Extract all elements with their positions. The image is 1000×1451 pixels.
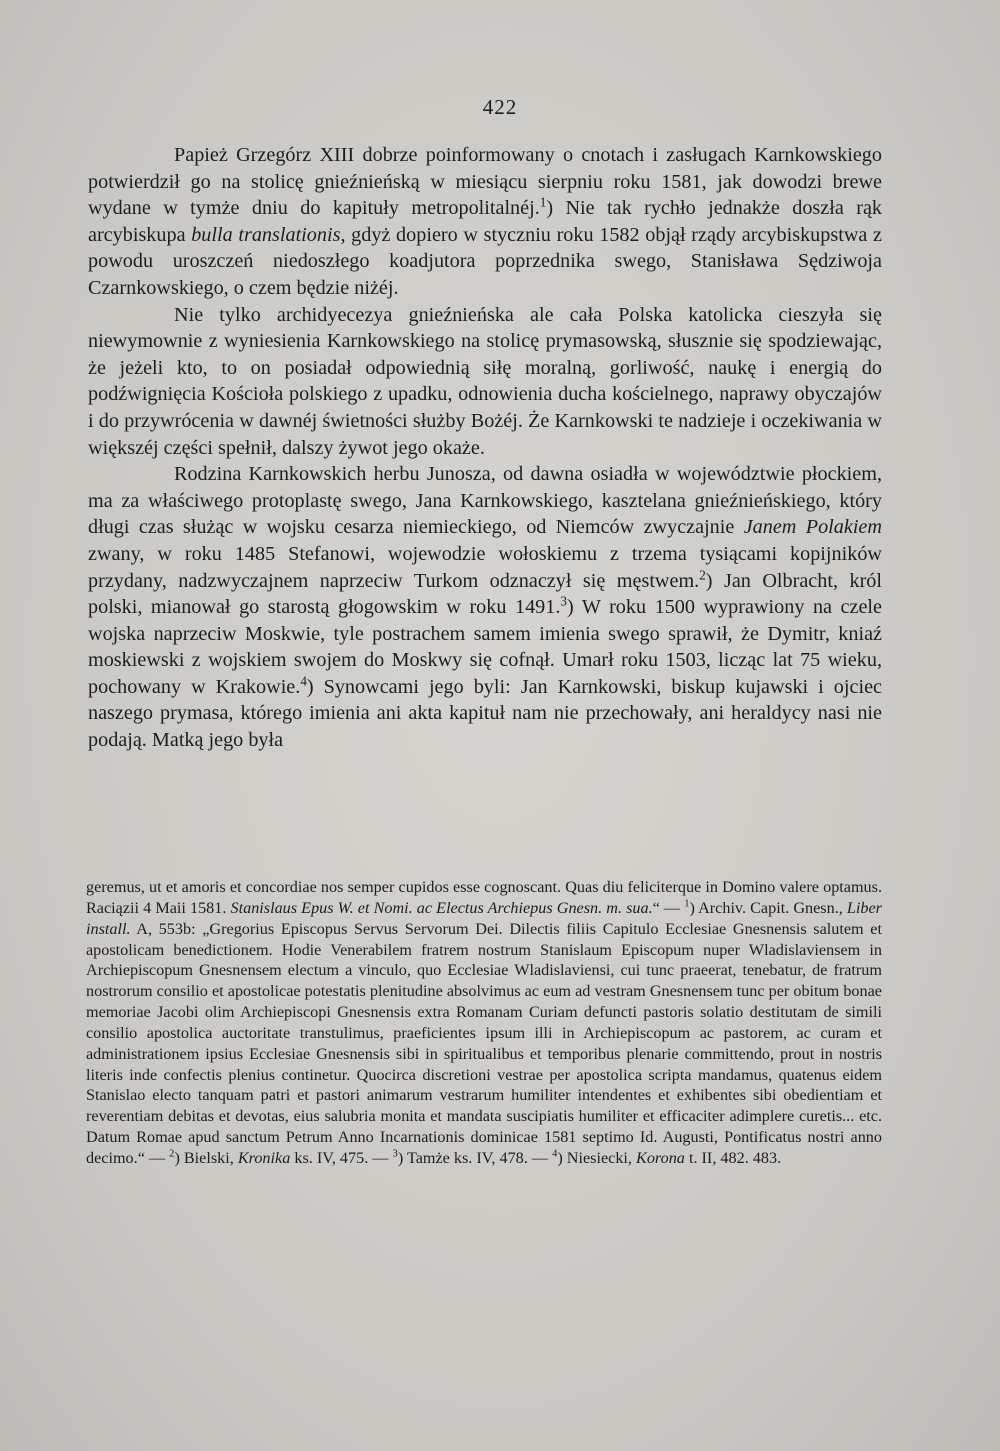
italic-term: bulla translationis — [191, 223, 341, 246]
main-text — [88, 142, 882, 754]
text-segment: ) Nie tak rychło jednakże doszła rąk arcybiskupa — [88, 197, 882, 246]
footnote-block — [86, 877, 882, 1169]
text-segment: Papież Grzegórz XIII dobrze poinformowany o cnotach i zasługach Karnkowskiego potwierdził go na stolicę gnieźnieńską w miesiącu sierpniu roku 1581, jak dowodzi brewe wydane w tymże dniu do kapituły metropolitalnéj. — [88, 144, 882, 220]
footnote-ref-3: 3 — [560, 593, 567, 609]
footnote-text: t. II, 482. 483. — [684, 1148, 782, 1167]
page-number: 422 — [482, 95, 518, 119]
footnote-marker-4: 4 — [552, 1148, 558, 1160]
italic-term: Janem Polakiem — [743, 516, 882, 539]
text-segment: ) Synowcami jego byli: Jan Karnkowski, biskup kujawski i ojciec naszego prymasa, którego imienia ani akta kapituł nam nie przechowały, ani heraldycy nasi nie podają. Matką jego była — [88, 675, 882, 752]
footnote-text: geremus, ut et amoris et concordiae nos semper cupidos esse cognoscant. Quas diu feliciterque in Domino valere optamus. Raciązii 4 Maii 1581. — [86, 878, 882, 917]
text-segment: Rodzina Karnkowskich herbu Junosza, od dawna osiadła w województwie płockiem, ma za właściwego protoplastę swego, Jana Karnkowskiego, kasztelana gnieźnieńskiego, który długi czas służąc w wojsku cesarza niemieckiego, od Niemców zwyczajnie — [88, 463, 882, 539]
footnote-ref-2: 2 — [699, 566, 706, 582]
text-segment: ) W roku 1500 wyprawiony na czele wojska naprzeciw Moskwie, tyle postrachem samem imienia swego sprawił, że Dymitr, kniaź moskiewski z wojskiem swojem do Moskwy się cofnął. Umarł roku 1503, licząc lat 75 wieku, pochowany w Krakowie. — [88, 596, 882, 698]
paragraph-1 — [88, 142, 882, 302]
footnote-ref-4: 4 — [300, 673, 307, 689]
footnote-ref-1: 1 — [539, 194, 547, 210]
footnote-text: ) Archiv. Capit. Gnesn., — [689, 898, 847, 917]
text-segment: , gdyż dopiero w styczniu roku 1582 objął rządy arcybiskupstwa z powodu uroszczeń niedoszłego koadjutora poprzednika swego, Stanisława Sędziwoja Czarnkowskiego, o czem będzie niżéj. — [88, 223, 882, 299]
footnote-text: ) Bielski, — [174, 1148, 238, 1167]
footnote-marker-1: 1 — [684, 898, 690, 910]
footnote-marker-3: 3 — [392, 1148, 398, 1160]
footnote-text: ) Niesiecki, — [557, 1148, 637, 1167]
footnote-italic: Korona — [636, 1148, 685, 1167]
footnote-italic: Liber install. — [86, 898, 882, 938]
footnote-text: A, 553b: „Gregorius Episcopus Servus Servorum Dei. Dilectis filiis Capitulo Ecclesiae Gnesnensis salutem et apostolicam benedictionem. Hodie Venerabilem fratrem nostrum Stanislaum Episcopum nuper Wladislaviensem in Archiepiscopum Gnesnensem electum a vinculo, quo Ecclesiae Wladislaviensi, cui tunc praeerat, tenebatur, de fratrum nostrorum consilio et apostolicae potestatis plenitudine absolvimus ac eum ad vestram Gnesnensem tunc per obitum bonae memoriae Jacobi olim Archiepiscopi Gnesnensis extra Romanam Curiam defuncti pastoris solatio destitutam de simili consilio apostolica auctoritate transtulimus, praeficientes ipsum illi in Archiepiscopum ac pastorem, ac curam et administrationem ipsius Ecclesiae Gnesnensis sibi in spiritualibus et temporibus plenarie committendo, prout in nostris literis inde confectis plenius continetur. Quocirca discretioni vestrae per apostolica scripta mandamus, quatenus eidem Stanislao electo tanquam patri et pastori animarum vestrarum humiliter intendentes et exhibentes sibi obedientiam et reverentiam debitas et devotas, eius salubria monita et mandata suscipiatis humiliter et efficaciter adimplere curetis... etc. Datum Romae apud sanctum Petrum Anno Incarnationis dominicae 1581 septimo Id. Augusti, Pontificatus nostri anno decimo.“ — — [86, 919, 882, 1167]
footnote-italic: Stanislaus Epus W. et Nomi. ac Electus Archiepus Gnesn. m. sua. — [230, 898, 653, 917]
footnote-text: ) Tamże ks. IV, 478. — — [397, 1148, 553, 1167]
footnote-marker-2: 2 — [169, 1148, 175, 1160]
paragraph-2: Nie tylko archidyecezya gnieźnieńska ale cała Polska katolicka cieszyła się niewymownie z wyniesienia Karnkowskiego na stolicę prymasowską, słusznie się spodziewając, że jeżeli kto, to on posiadał odpowiednią siłę moralną, gorliwość, naukę i energią do podźwignięcia Kościoła polskiego z upadku, odnowienia ducha kościelnego, naprawy obyczajów i do przywrócenia w dawnéj świetności służby Bożéj. Że Karnkowski te nadzieje i oczekiwania w większéj części spełnił, dalszy żywot jego okaże. — [88, 303, 882, 459]
footnotes — [86, 877, 882, 1169]
footnote-italic: Kronika — [237, 1148, 291, 1167]
text-segment: zwany, w roku 1485 Stefanowi, wojewodzie wołoskiemu z trzema tysiącami kopijników przydany, nadzwyczajnem naprzeciw Turkom odznaczył się męstwem. — [88, 542, 882, 592]
footnote-text: ks. IV, 475. — — [290, 1148, 393, 1167]
footnote-text: “ — — [652, 898, 685, 917]
paragraph-3 — [88, 461, 882, 754]
text-segment: ) Jan Olbracht, król polski, mianował go starostą głogowskim w roku 1491. — [88, 569, 882, 619]
